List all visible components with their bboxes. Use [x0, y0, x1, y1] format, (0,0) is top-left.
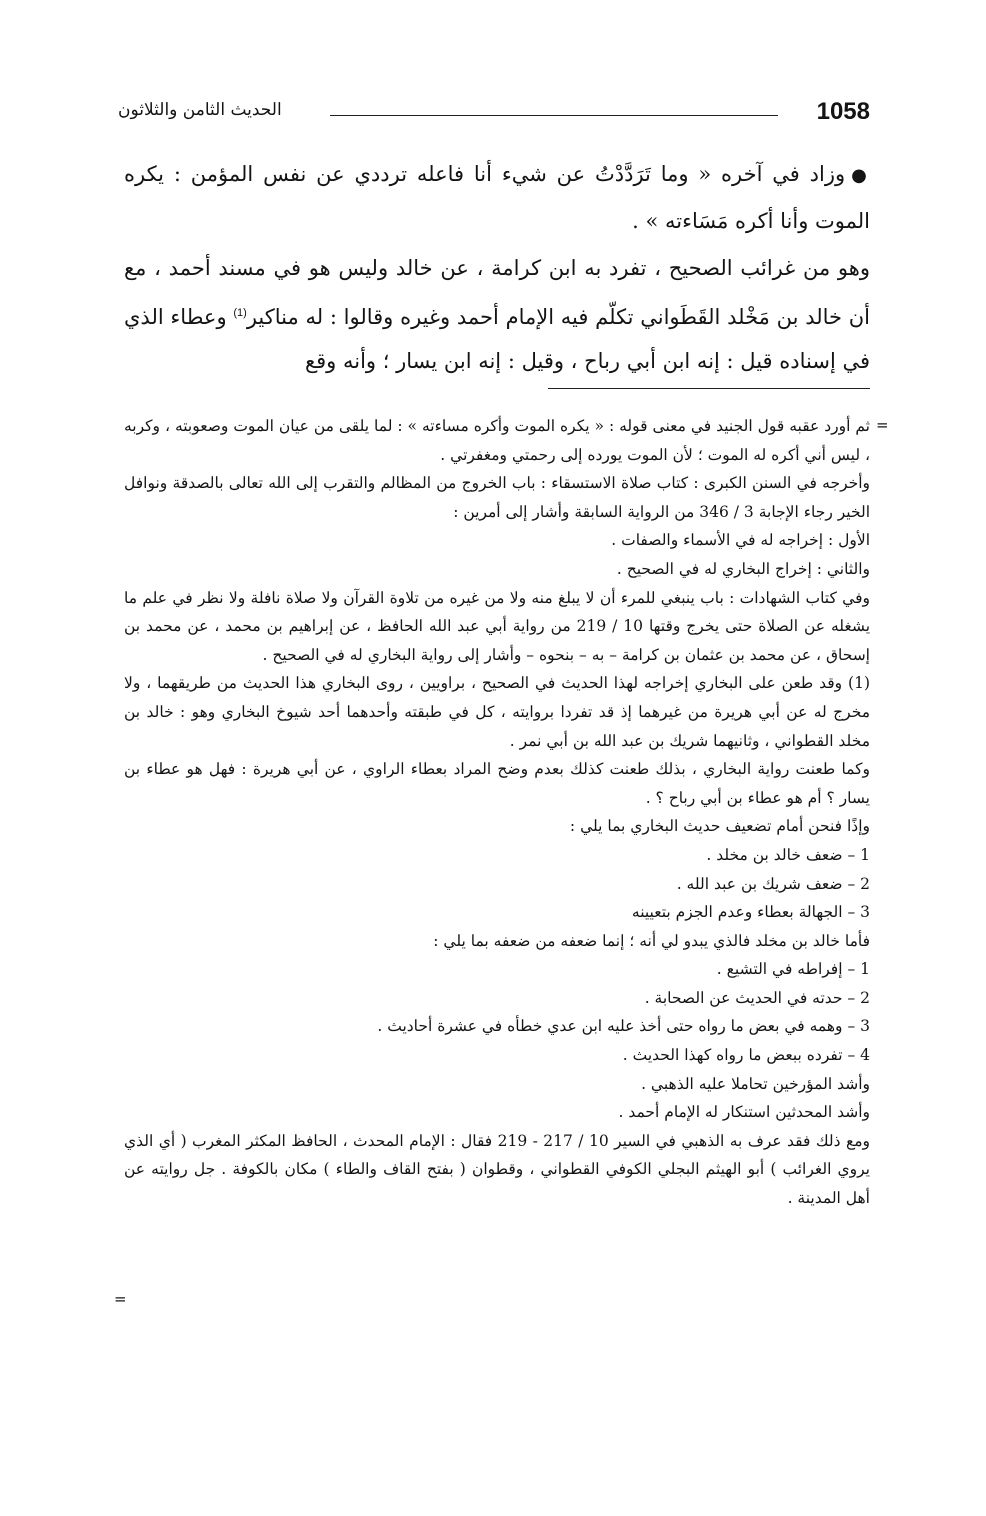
footnote-divider	[548, 388, 870, 389]
footnote-line: ثم أورد عقبه قول الجنيد في معنى قوله : « يكره الموت وأكره مساءته » : لما يلقى من عيان الموت وصعوبته ، وكربه ، ليس أني أكره له الموت ؛ لأن الموت يورده إلى رحمتي ومغفرتي .	[124, 417, 870, 464]
footnote-line: فأما خالد بن مخلد فالذي يبدو لي أنه ؛ إنما ضعفه من ضعفه بما يلي :	[433, 931, 870, 950]
footnotes	[124, 412, 870, 1213]
footnote-line: (1) وقد طعن على البخاري إخراجه لهذا الحديث في الصحيح ، براويين ، روى البخاري هذا الحديث من طريقهما ، ولا مخرج له عن أبي هريرة من غيرهما إذ قد تفردا بروايته ، كل في طبقته وأحدهما أحد شيوخ البخاري وهو : خالد بن مخلد القطواني ، وثانيهما شريك بن عبد الله بن أبي نمر .	[124, 674, 870, 750]
main-paragraph	[124, 152, 870, 243]
footnote-line: الأول : إخراجه له في الأسماء والصفات .	[611, 531, 870, 550]
footnote-list-item: 2 – ضعف شريك بن عبد الله .	[676, 874, 870, 893]
bullet-icon: ●	[851, 165, 870, 186]
continuation-mark-bottom: =	[114, 1290, 127, 1308]
paragraph-text: وعطاء الذي في إسناده قيل : إنه ابن أبي رباح ، وقيل : إنه ابن يسار ؛ وأنه وقع	[124, 304, 870, 373]
paragraph-text: وهو من غرائب الصحيح ، تفرد به ابن كرامة ، عن خالد وليس هو في مسند أحمد ، مع أن خالد بن مَخْلد القَطَواني تكلّم فيه الإمام أحمد وغيره وقالوا : له مناكير	[124, 256, 870, 329]
footnote-reference[interactable]: (1)	[233, 306, 247, 319]
running-title: الحديث الثامن والثلاثون	[118, 100, 282, 120]
footnote-line: وفي كتاب الشهادات : باب ينبغي للمرء أن لا يبلغ منه ولا من غيره من تلاوة القرآن ولا صلاة نافلة ولا نظر في علم ما يشغله عن الصلاة حتى يخرج وقتها 10 / 219 من رواية أبي عبد الله الحافظ ، عن إبراهيم بن محمد ، عن محمد بن إسحاق ، عن محمد بن عثمان بن كرامة – به – بنحوه – وأشار إلى رواية البخاري له في الصحيح .	[124, 588, 871, 664]
footnote-list-item: 3 – الجهالة بعطاء وعدم الجزم بتعيينه	[631, 903, 870, 922]
footnote-list-item: 3 – وهمه في بعض ما رواه حتى أخذ عليه ابن عدي خطأه في عشرة أحاديث .	[377, 1017, 870, 1036]
page-number: 1058	[816, 98, 870, 125]
footnote-line: ومع ذلك فقد عرف به الذهبي في السير 10 / 217 - 219 فقال : الإمام المحدث ، الحافظ المكثر المغرب ( أي الذي يروي الغرائب ) أبو الهيثم البجلي الكوفي القطواني ، وقطوان ( بفتح القاف والطاء ) مكان بالكوفة . جل روايته عن أهل المدينة .	[124, 1131, 870, 1208]
footnote-list-item: 1 – إفراطه في التشيع .	[716, 960, 870, 979]
footnote-list-item: 2 – حدته في الحديث عن الصحابة .	[644, 988, 870, 1007]
footnote-line: والثاني : إخراج البخاري له في الصحيح .	[616, 559, 870, 578]
main-text	[124, 152, 870, 384]
paragraph-text: وزاد في آخره « وما تَرَدَّدْتُ عن شيء أنا فاعله ترددي عن نفس المؤمن : يكره الموت وأنا أكره مَسَاءته » .	[124, 162, 870, 233]
page-header	[118, 98, 870, 134]
footnote-list-item: 4 – تفرده ببعض ما رواه كهذا الحديث .	[622, 1046, 870, 1065]
footnote-line: وأشد المؤرخين تحاملا عليه الذهبي .	[641, 1074, 870, 1093]
footnote-list-item: 1 – ضعف خالد بن مخلد .	[706, 845, 870, 864]
continuation-mark: =	[876, 416, 889, 434]
footnote-line: وأخرجه في السنن الكبرى : كتاب صلاة الاستسقاء : باب الخروج من المظالم والتقرب إلى الله تعالى بالصدقة ونوافل الخير رجاء الإجابة 3 / 346 من الرواية السابقة وأشار إلى أمرين :	[124, 474, 870, 521]
footnote-line: وإذًا فنحن أمام تضعيف حديث البخاري بما يلي :	[569, 817, 870, 836]
footnote-line: وأشد المحدثين استنكار له الإمام أحمد .	[618, 1103, 870, 1122]
footnote-line: وكما طعنت رواية البخاري ، بذلك طعنت كذلك بعدم وضح المراد بعطاء الراوي ، عن أبي هريرة : فهل هو عطاء بن يسار ؟ أم هو عطاء بن أبي رباح ؟ .	[124, 760, 870, 807]
main-paragraph	[124, 246, 870, 384]
header-rule	[330, 115, 778, 116]
